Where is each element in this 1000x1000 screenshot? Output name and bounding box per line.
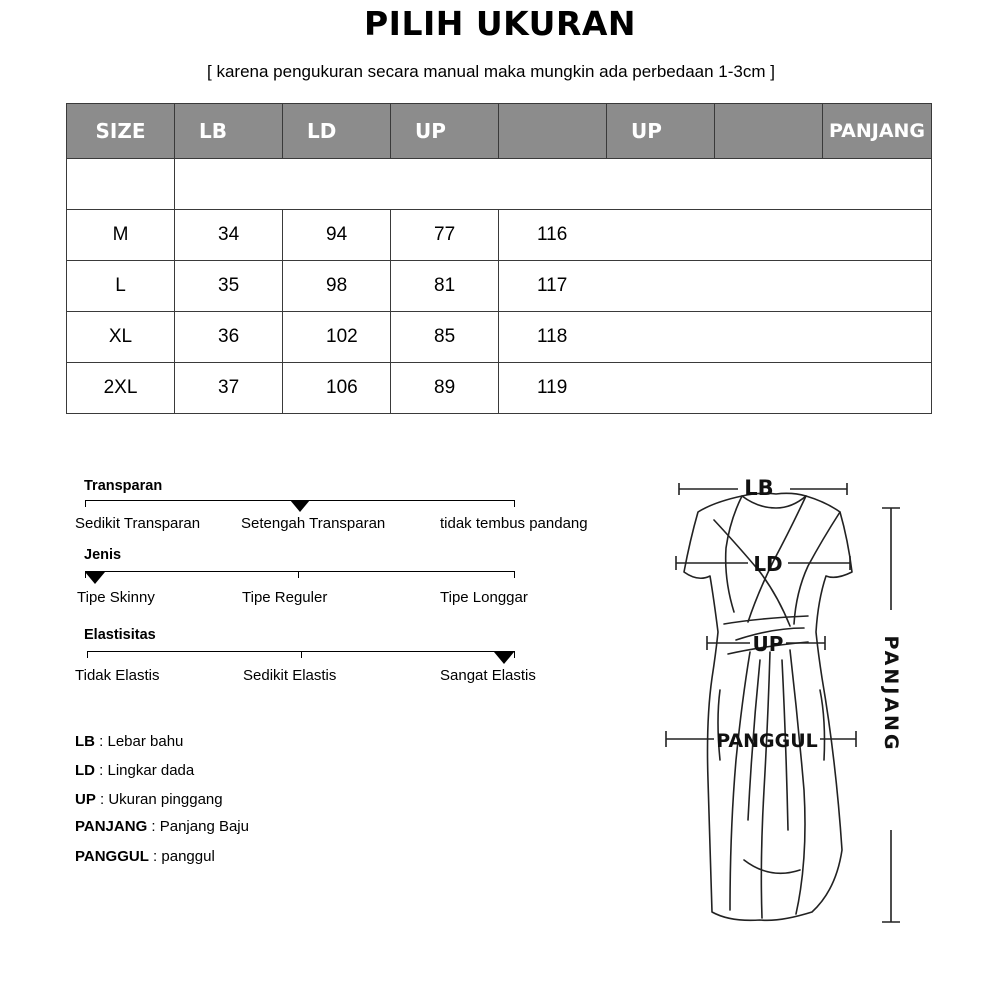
- diagram-label-ld: LD: [753, 552, 783, 576]
- page-title: PILIH UKURAN: [363, 4, 637, 43]
- table-cell: 106: [283, 363, 391, 414]
- scale-title-transparan: Transparan: [84, 478, 163, 494]
- scale-tick: [87, 651, 88, 658]
- scale-marker-icon: [85, 572, 105, 584]
- table-cell: 118: [499, 312, 607, 363]
- legend-key: LB: [75, 733, 95, 750]
- scale-line: [85, 571, 515, 572]
- table-row: [67, 363, 932, 414]
- table-cell: 2XL: [67, 363, 175, 414]
- table-row: [67, 210, 932, 261]
- table-cell: 77: [391, 210, 499, 261]
- scale-tick: [514, 571, 515, 578]
- legend-item-up: [75, 791, 223, 808]
- scale-tick: [301, 651, 302, 658]
- legend-desc: : Lebar bahu: [95, 733, 184, 750]
- scale-label: Tipe Longgar: [440, 589, 528, 606]
- scale-label: Sedikit Elastis: [243, 667, 337, 684]
- scale-label: Tipe Skinny: [77, 589, 155, 606]
- scale-label: Sangat Elastis: [440, 667, 536, 684]
- scale-title-jenis: Jenis: [84, 547, 122, 563]
- table-cell: 119: [499, 363, 607, 414]
- legend-desc: : Panjang Baju: [147, 818, 249, 835]
- table-cell: 85: [391, 312, 499, 363]
- scale-label: tidak tembus pandang: [440, 515, 588, 532]
- diagram-label-up: UP: [752, 632, 784, 656]
- scale-marker-icon: [494, 652, 514, 664]
- header-lb: LB: [175, 104, 283, 159]
- scale-label: Setengah Transparan: [241, 515, 386, 532]
- table-cell: XL: [67, 312, 175, 363]
- table-cell: 116: [499, 210, 607, 261]
- scale-tick: [514, 500, 515, 507]
- header-panjang: PANJANG: [823, 104, 932, 159]
- table-cell: [607, 210, 932, 261]
- table-row: [67, 312, 932, 363]
- legend-item-ld: [75, 762, 194, 779]
- legend-desc: : Lingkar dada: [95, 762, 195, 779]
- table-row-empty: [67, 159, 932, 210]
- table-cell: [607, 312, 932, 363]
- legend-desc: : panggul: [148, 848, 215, 865]
- table-cell: 37: [175, 363, 283, 414]
- header-up-2: UP: [607, 104, 715, 159]
- table-header-row: [67, 104, 932, 159]
- table-cell: 89: [391, 363, 499, 414]
- header-blank-2: [715, 104, 823, 159]
- diagram-label-panggul: PANGGUL: [716, 730, 818, 752]
- table-cell: [175, 159, 932, 210]
- scale-tick: [298, 571, 299, 578]
- table-cell: M: [67, 210, 175, 261]
- legend-item-lb: [75, 733, 183, 750]
- table-cell: 98: [283, 261, 391, 312]
- table-cell: 94: [283, 210, 391, 261]
- table-cell: 34: [175, 210, 283, 261]
- legend-key: PANJANG: [75, 818, 148, 835]
- legend-item-panggul: [75, 848, 215, 865]
- table-cell: 117: [499, 261, 607, 312]
- size-table: [66, 103, 932, 414]
- table-cell: 81: [391, 261, 499, 312]
- scale-label: Tipe Reguler: [242, 589, 328, 606]
- table-cell: [607, 261, 932, 312]
- scale-label: Sedikit Transparan: [75, 515, 201, 532]
- scale-tick: [514, 651, 515, 658]
- table-cell: 102: [283, 312, 391, 363]
- diagram-label-panjang: PANJANG: [880, 635, 902, 753]
- table-cell: [67, 159, 175, 210]
- table-cell: L: [67, 261, 175, 312]
- scale-label: Tidak Elastis: [75, 667, 160, 684]
- header-size: SIZE: [67, 104, 175, 159]
- table-row: [67, 261, 932, 312]
- legend-key: PANGGUL: [75, 848, 149, 865]
- dress-diagram: [640, 460, 920, 935]
- legend-item-panjang: [75, 818, 249, 835]
- header-ld: LD: [283, 104, 391, 159]
- scale-marker-icon: [290, 500, 310, 512]
- header-up: UP: [391, 104, 499, 159]
- header-blank-1: [499, 104, 607, 159]
- page-subtitle: [ karena pengukuran secara manual maka mungkin ada perbedaan 1-3cm ]: [207, 62, 775, 81]
- diagram-label-lb: LB: [744, 476, 774, 500]
- legend-desc: : Ukuran pinggang: [95, 791, 223, 808]
- scale-title-elastisitas: Elastisitas: [84, 627, 156, 643]
- table-cell: 35: [175, 261, 283, 312]
- table-cell: 36: [175, 312, 283, 363]
- legend-key: UP: [75, 791, 96, 808]
- scale-tick: [85, 500, 86, 507]
- table-cell: [607, 363, 932, 414]
- legend-key: LD: [75, 762, 95, 779]
